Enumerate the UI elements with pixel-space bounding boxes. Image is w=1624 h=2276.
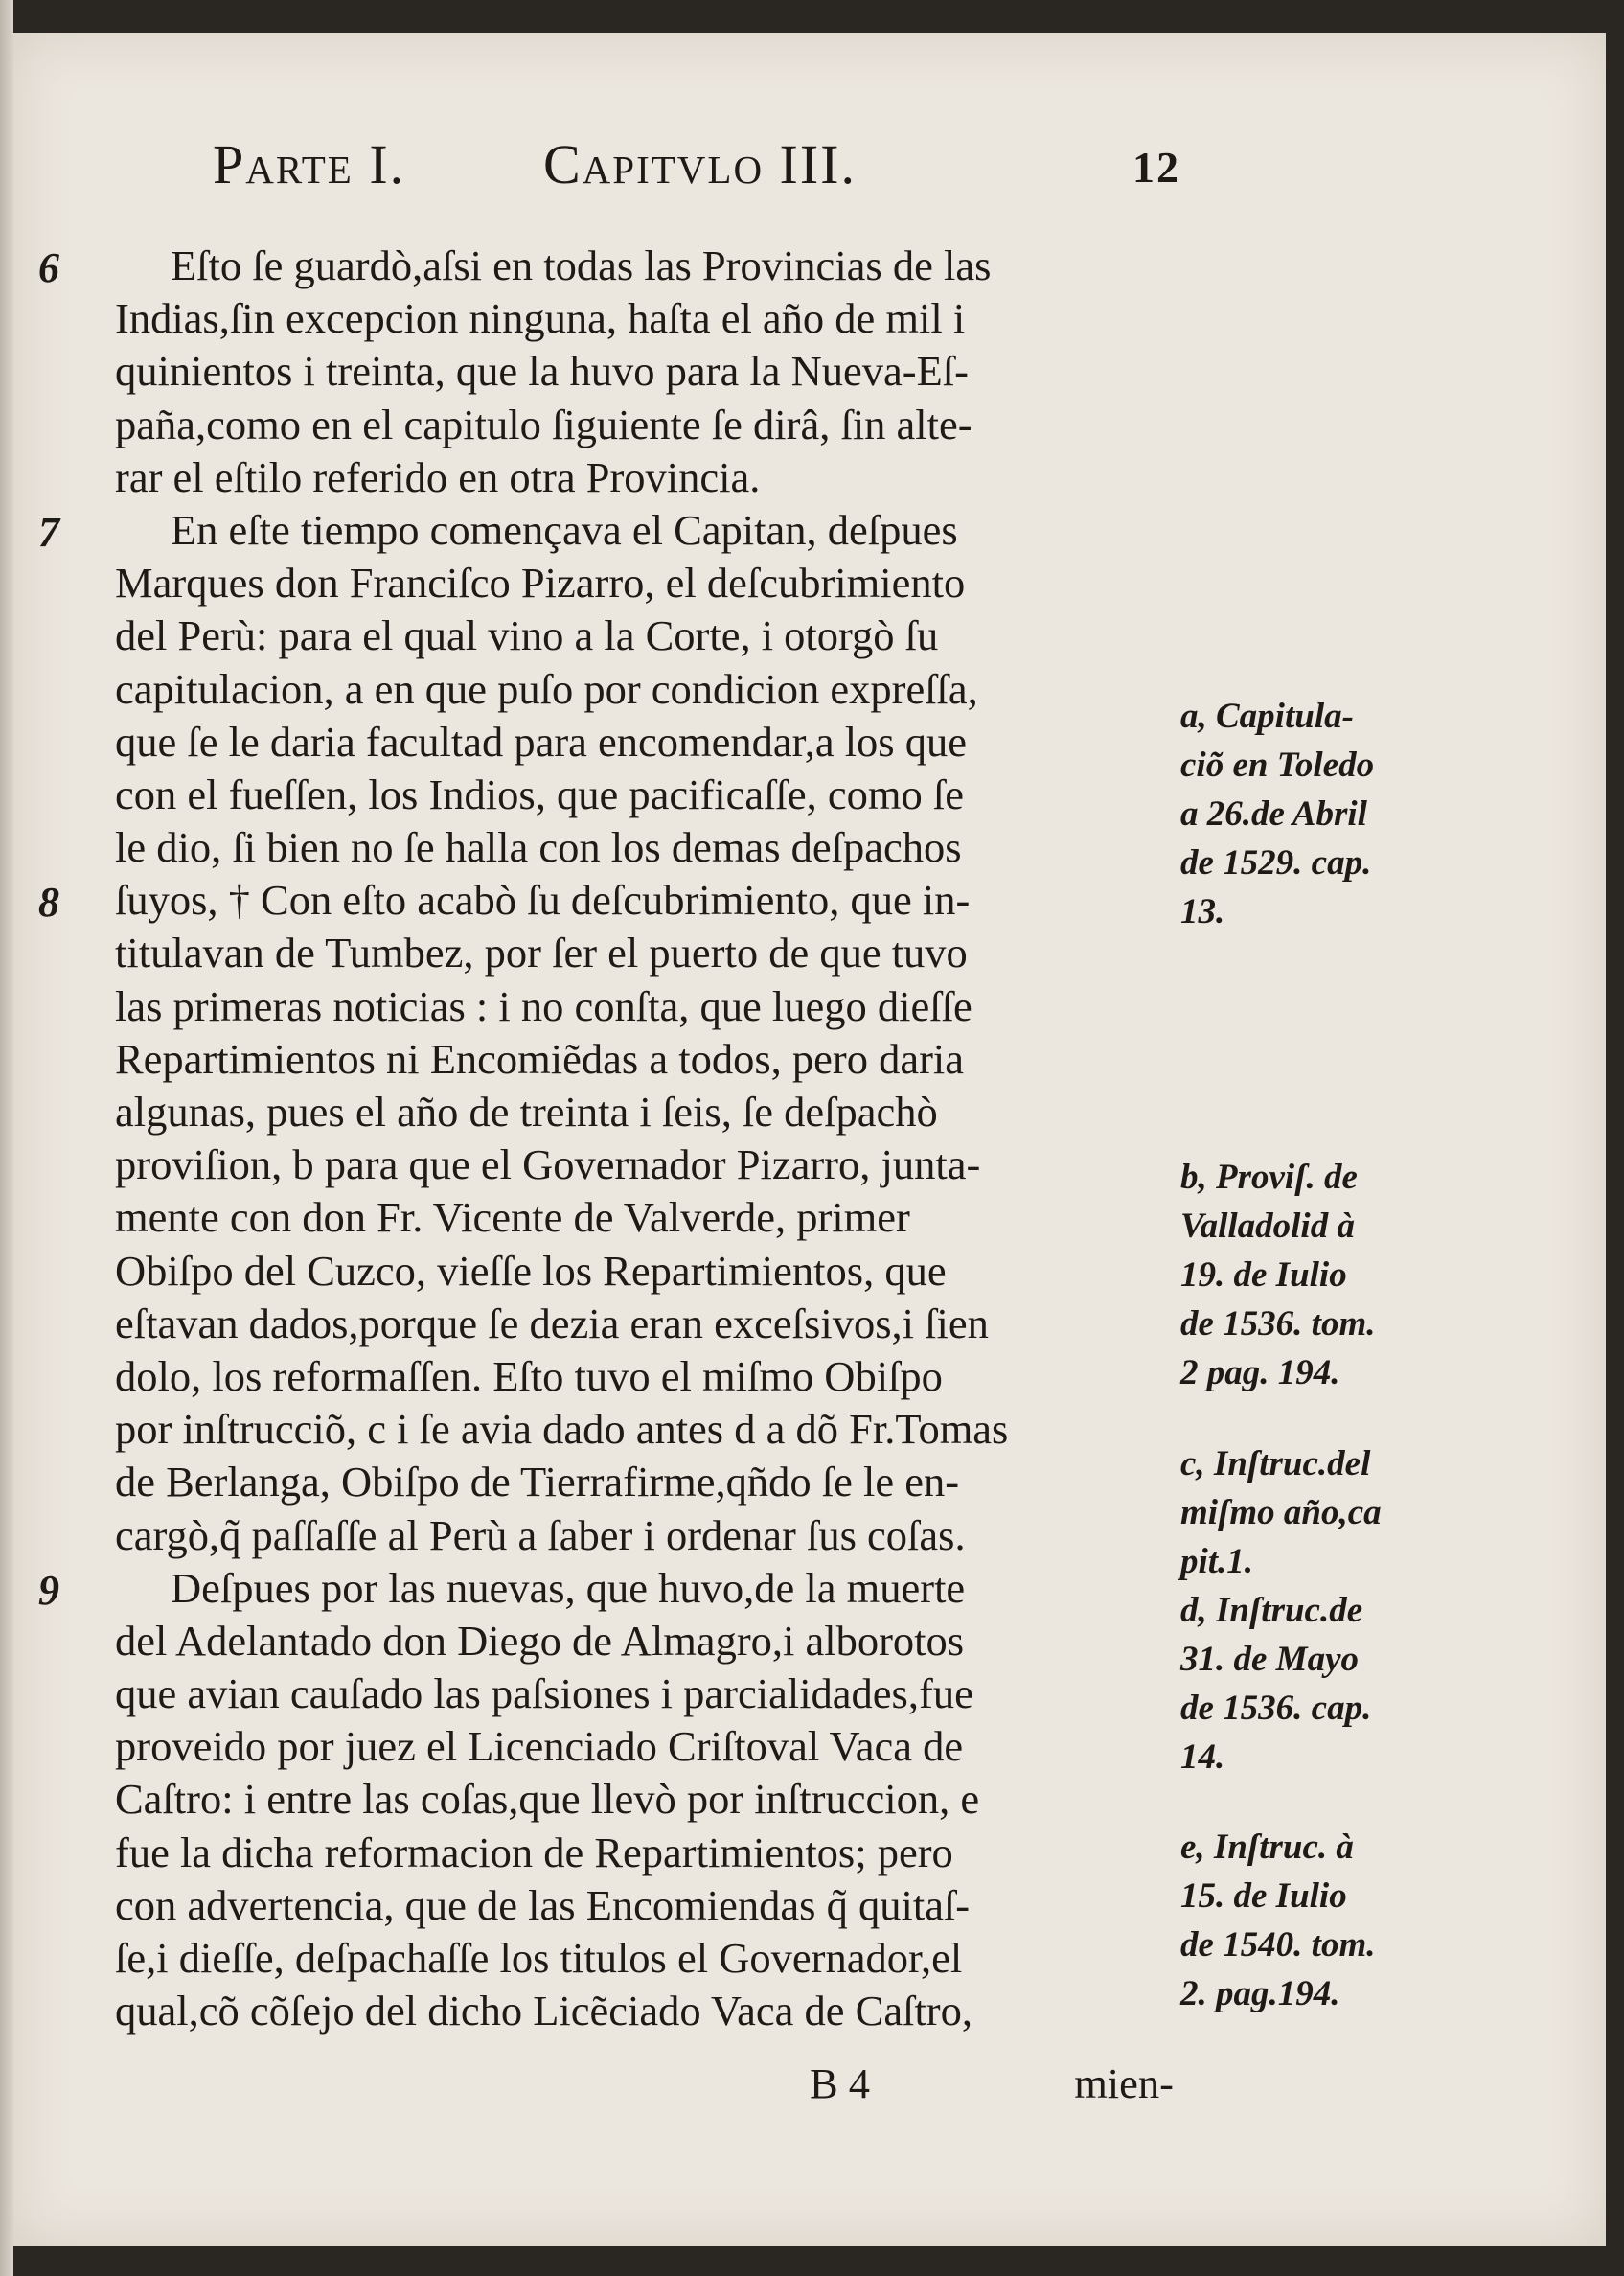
text-line: del Adelantado don Diego de Almagro,i alborotos — [115, 1616, 965, 1665]
text-line: capitulacion, a en que puſo por condicion expreſſa, — [115, 664, 978, 713]
text-line: 9 Deſpues por las nuevas, que huvo,de la muerte — [115, 1562, 1174, 1615]
text-line: ſe,i dieſſe, deſpachaſſe los titulos el Governador,el — [115, 1934, 963, 1982]
text-line: algunas, pues el año de treinta i ſeis, ſe deſpachò — [115, 1088, 938, 1136]
text-line: qual,cõ cõſejo del dicho Licẽciado Vaca de Caſtro, — [115, 1987, 972, 2035]
text-line: rar el eſtilo referido en otra Provincia. — [115, 452, 761, 501]
text-line: por inſtrucciõ, c i ſe avia dado antes d a dõ Fr.Tomas — [115, 1405, 1009, 1454]
main-text-column — [38, 240, 1174, 2037]
text-line: Marques don Franciſco Pizarro, el deſcubrimiento — [115, 559, 966, 608]
page-footer — [115, 2058, 1174, 2116]
margin-note-d: d, Inſtruc.de 31. de Mayo de 1536. cap. 14. — [1180, 1591, 1372, 1777]
text-line: del Perù: para el qual vino a la Corte, i otorgò ſu — [115, 611, 939, 660]
text-line: Repartimientos ni Encomiẽdas a todos, pero daria — [115, 1034, 965, 1083]
header-part: Parte I. — [213, 133, 406, 195]
page-edge-strip — [0, 0, 13, 2276]
text-line: con advertencia, que de las Encomiendas q̃ quitaſ- — [115, 1880, 971, 1929]
margin-note-e: e, Inſtruc. à 15. de Iulio de 1540. tom. 2. pag.194. — [1180, 1828, 1376, 2013]
text-line: con el fueſſen, los Indios, que pacificaſſe, como ſe — [115, 770, 964, 818]
text-line: le dio, ſi bien no ſe halla con los demas deſpachos — [115, 823, 962, 872]
header-page-number: 12 — [1132, 143, 1180, 192]
text-line: de Berlanga, Obiſpo de Tierrafirme,qñdo ſe le en- — [115, 1458, 960, 1506]
text-line: 6 Eſto ſe guardò,aſsi en todas las Provincias de las — [115, 240, 1174, 292]
text-line: fue la dicha reformacion de Repartimientos; pero — [115, 1828, 953, 1876]
text-line: Obiſpo del Cuzco, vieſſe los Repartimientos, que — [115, 1246, 947, 1295]
text-line: proveido por juez el Licenciado Criſtoval Vaca de — [115, 1722, 964, 1771]
running-header — [213, 132, 1180, 209]
text-line: Caſtro: i entre las coſas,que llevò por inſtruccion, e — [115, 1775, 980, 1824]
signature-mark: B 4 — [810, 2059, 871, 2107]
text-line: quinientos i treinta, que la huvo para la Nueva-Eſ- — [115, 347, 969, 396]
text-line: Indias,ſin excepcion ninguna, haſta el año de mil i — [115, 294, 966, 343]
text-line: titulavan de Tumbez, por ſer el puerto de que tuvo — [115, 929, 968, 977]
text-line: 7 En eſte tiempo començava el Capitan, deſpues — [115, 504, 1174, 557]
paragraph-number-8: 8 — [38, 879, 59, 927]
paragraph-number-7: 7 — [38, 508, 59, 556]
margin-note-a: a, Capitula- ciõ en Toledo a 26.de Abril de 1529. cap. 13. — [1180, 697, 1375, 931]
text-line: cargò,q̃ paſſaſſe al Perù a ſaber i ordenar ſus coſas. — [115, 1510, 966, 1559]
catchword: mien- — [1074, 2059, 1174, 2107]
text-line: paña,como en el capitulo ſiguiente ſe dirâ, ſin alte- — [115, 400, 972, 448]
header-chapter: Capitvlo III. — [543, 133, 857, 195]
text-line: 8 ſuyos, † Con eſto acabò ſu deſcubrimiento, que in- — [115, 874, 1174, 927]
text-line: las primeras noticias : i no conſta, que luego dieſſe — [115, 981, 972, 1030]
margin-note-c: c, Inſtruc.del miſmo año,ca pit.1. — [1180, 1444, 1382, 1581]
paragraph-number-6: 6 — [38, 244, 59, 291]
text-line: proviſion, b para que el Governador Pizarro, junta- — [115, 1140, 981, 1189]
text-line: que avian cauſado las paſsiones i parcialidades,fue — [115, 1669, 973, 1718]
paragraph-number-9: 9 — [38, 1566, 59, 1614]
text-line: que ſe le daria facultad para encomendar,a los que — [115, 717, 968, 766]
text-line: mente con don Fr. Vicente de Valverde, primer — [115, 1193, 910, 1242]
text-line: eſtavan dados,porque ſe dezia eran exceſsivos,i ſien — [115, 1299, 989, 1347]
margin-note-b: b, Proviſ. de Valladolid à 19. de Iulio de 1536. tom. 2 pag. 194. — [1180, 1158, 1376, 1392]
text-line: dolo, los reformaſſen. Eſto tuvo el miſmo Obiſpo — [115, 1351, 943, 1400]
